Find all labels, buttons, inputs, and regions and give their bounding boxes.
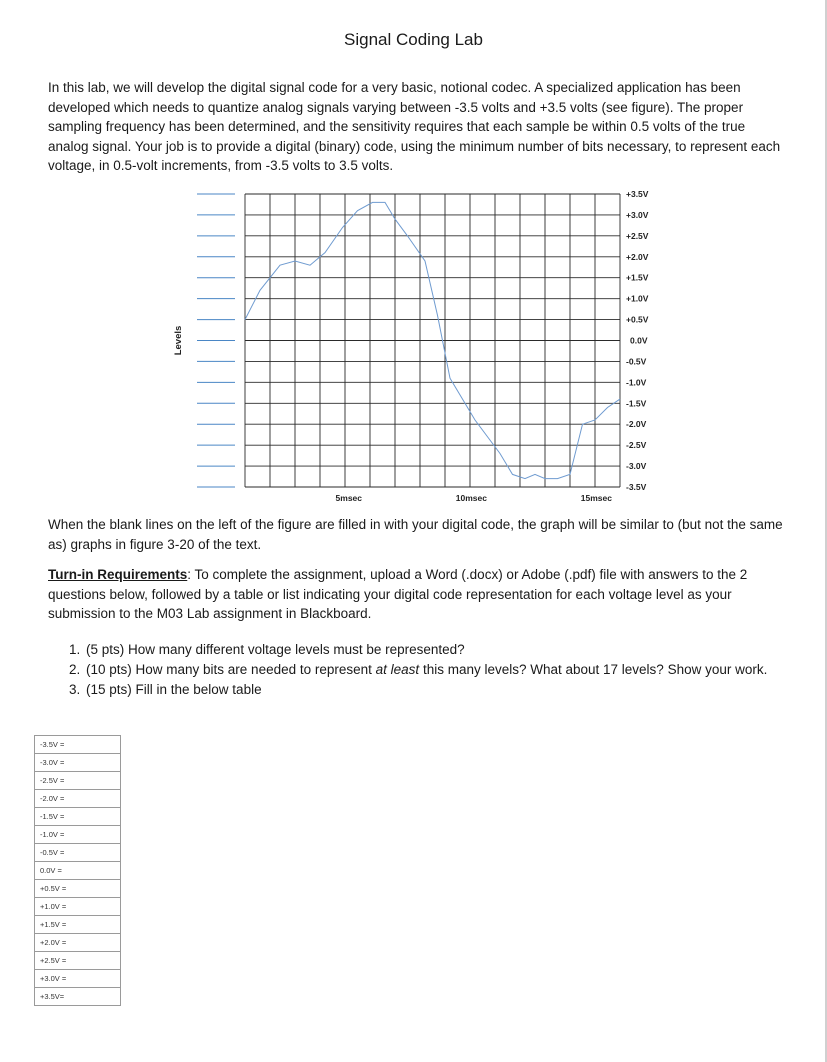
question-2 <box>84 660 814 680</box>
voltage-cell: +2.5V = <box>35 952 121 970</box>
figure-note-paragraph: When the blank lines on the left of the figure are filled in with your digital code, the graph will be similar to (but not the same as) graphs in figure 3-20 of the text. <box>48 517 783 552</box>
voltage-cell: +2.0V = <box>35 934 121 952</box>
voltage-cell: -3.5V = <box>35 736 121 754</box>
y-tick-label: -1.5V <box>626 398 647 409</box>
y-tick-label: -3.5V <box>626 482 647 492</box>
table-row <box>35 898 121 916</box>
voltage-code-table <box>34 735 121 1006</box>
voltage-cell: +3.5V= <box>35 988 121 1006</box>
table-row <box>35 808 121 826</box>
y-tick-label: -2.5V <box>626 440 647 451</box>
table-row <box>35 934 121 952</box>
y-tick-label: -1.0V <box>626 377 647 388</box>
table-row <box>35 844 121 862</box>
x-tick-label: 15msec <box>580 493 612 503</box>
y-tick-label: +2.0V <box>626 251 649 262</box>
voltage-cell: -1.0V = <box>35 826 121 844</box>
voltage-cell: +1.5V = <box>35 916 121 934</box>
y-tick-label: +1.5V <box>626 272 649 283</box>
y-tick-label: 0.0V <box>630 335 648 346</box>
table-row <box>35 916 121 934</box>
y-tick-label: +3.0V <box>626 209 649 220</box>
voltage-cell: +1.0V = <box>35 898 121 916</box>
table-row <box>35 826 121 844</box>
question-2-part-a: (10 pts) How many bits are needed to represent <box>86 662 376 677</box>
voltage-cell: +3.0V = <box>35 970 121 988</box>
table-row <box>35 736 121 754</box>
page-title: Signal Coding Lab <box>344 30 483 49</box>
table-row <box>35 970 121 988</box>
voltage-cell: -1.5V = <box>35 808 121 826</box>
table-row <box>35 772 121 790</box>
voltage-cell: -0.5V = <box>35 844 121 862</box>
voltage-cell: +0.5V = <box>35 880 121 898</box>
table-row <box>35 754 121 772</box>
y-tick-label: -2.0V <box>626 419 647 430</box>
intro-paragraph: In this lab, we will develop the digital signal code for a very basic, notional codec. A specialized application has been developed which needs to quantize analog signals varying between -3.5 volts and +3.5 volts (see figure). The proper sampling frequency has been determined, and the sensitivity requires that each sample be within 0.5 volts of the true analog signal. Your job is to provide a digital (binary) code, using the minimum number of bits necessary, to represent each voltage, in 0.5-volt increments, from -3.5 volts to 3.5 volts. <box>48 80 781 173</box>
table-row <box>35 880 121 898</box>
table-row <box>35 952 121 970</box>
y-tick-label: +1.0V <box>626 293 649 304</box>
signal-figure <box>165 182 655 502</box>
question-3: 3. (15 pts) Fill in the below table <box>84 680 814 700</box>
requirements-text: : To complete the assignment, upload a Word (.docx) or Adobe (.pdf) file with answers to the 2 questions below, followed by a table or list indicating your digital code representation for each voltage level as your submission to the M03 Lab assignment in Blackboard. <box>48 567 748 621</box>
y-tick-label: +0.5V <box>626 314 649 325</box>
questions-list <box>48 640 814 700</box>
table-row <box>35 988 121 1006</box>
y-tick-label: -3.0V <box>626 461 647 472</box>
signal-chart <box>165 182 655 502</box>
table-row <box>35 862 121 880</box>
requirements-label: Turn-in Requirements <box>48 567 188 582</box>
table-row <box>35 790 121 808</box>
y-tick-label: -0.5V <box>626 356 647 367</box>
requirements-paragraph <box>48 565 783 624</box>
voltage-cell: 0.0V = <box>35 862 121 880</box>
y-tick-label: +2.5V <box>626 230 649 241</box>
y-axis-label: Levels <box>173 325 184 356</box>
voltage-cell: -2.0V = <box>35 790 121 808</box>
x-tick-label: 10msec <box>455 493 487 503</box>
question-1: 1. (5 pts) How many different voltage levels must be represented? <box>84 640 814 660</box>
voltage-cell: -3.0V = <box>35 754 121 772</box>
question-2-part-b: this many levels? What about 17 levels? Show your work. <box>419 662 768 677</box>
voltage-cell: -2.5V = <box>35 772 121 790</box>
question-2-emphasis: at least <box>375 662 420 677</box>
x-tick-label: 5msec <box>335 493 362 503</box>
y-tick-label: +3.5V <box>626 189 649 199</box>
